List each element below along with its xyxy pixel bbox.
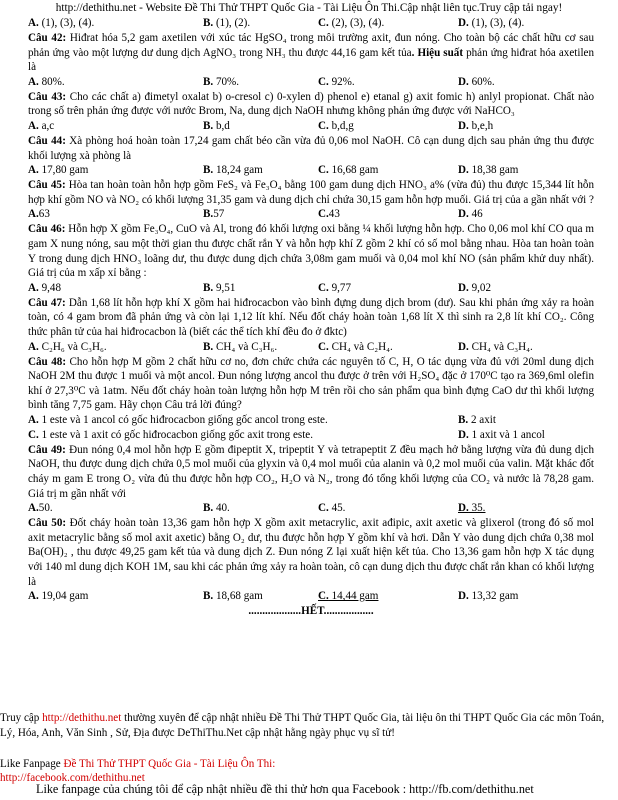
option-text: a,c xyxy=(38,119,55,132)
option-letter: D. xyxy=(458,340,469,353)
options-row-44 xyxy=(28,163,594,178)
option-d xyxy=(458,163,518,178)
option-letter: B. xyxy=(203,17,214,29)
option-letter: C. xyxy=(318,502,329,515)
question-number: Câu 50: xyxy=(28,517,67,530)
option-b xyxy=(203,589,263,604)
question-text: Hiđrat hóa 5,2 gam axetilen với xúc tác HgSO₄ trong môi trường axit, đun nóng. Cho toàn bộ các chất hữu cơ sau phản ứng vào một lượng dư dung dịch AgNO₃ trong NH₃ thu được 44,16 gam kết tủa xyxy=(28,32,594,59)
options-row-43 xyxy=(28,119,594,134)
option-text: 18,38 gam xyxy=(468,164,519,177)
option-letter: A. xyxy=(28,502,39,515)
facebook-url-link[interactable]: http://facebook.com/dethithu.net xyxy=(0,772,145,785)
option-a xyxy=(28,340,107,355)
question-text: Đốt cháy hoàn toàn 13,36 gam hỗn hợp X gồm axit metacrylic, axit ađipic, axit axetic và glixerol (trong đó số mol axit metacrylic bằng số mol axit axetic) bằng O₂ dư, thu được hỗn hợp Y gồm khí và hơi. Dẫn Y vào dung dịch chứa 0,38 mol Ba(OH)₂ , thu được 49,25 gam kết tủa và dung dịch Z. Đun nóng Z lại xuất hiện kết tủa. Cho 13,36 gam hỗn hợp X tác dụng với 140 ml dung dịch KOH 1M, sau khi các phản ứng xảy ra hoàn toàn, cô cạn dung dịch thu được chất rắn khan có khối lượng là xyxy=(28,517,594,588)
option-text: CH₄ và C₃H₆. xyxy=(213,340,278,353)
option-letter: D. xyxy=(458,208,469,221)
option-d xyxy=(458,16,524,31)
option-letter: D. xyxy=(458,281,469,294)
option-text: 9,51 xyxy=(213,281,236,294)
option-letter: A. xyxy=(28,208,39,221)
option-letter: D. xyxy=(458,428,469,441)
option-letter: D. xyxy=(458,164,469,177)
option-text: 18,68 gam xyxy=(213,590,263,603)
option-a xyxy=(28,207,50,222)
option-text: 16,68 gam xyxy=(328,164,379,177)
option-text: 57 xyxy=(213,208,225,221)
option-a xyxy=(28,119,54,134)
option-letter: D. xyxy=(458,502,469,515)
option-a xyxy=(28,501,53,516)
option-text: 2 axit xyxy=(468,413,496,426)
option-text: 40. xyxy=(213,502,230,515)
dethithu-link[interactable]: http://dethithu.net xyxy=(42,712,122,724)
option-text: (1), (3), (4). xyxy=(468,17,525,29)
option-b xyxy=(203,16,250,31)
option-text: CH₄ và C₂H₄. xyxy=(328,340,393,353)
fanpage-label: Like Fanpage xyxy=(0,758,64,770)
option-letter: C. xyxy=(318,119,329,132)
option-letter: A. xyxy=(28,413,39,426)
options-row-49 xyxy=(28,501,594,516)
option-text: b,d,g xyxy=(328,119,354,132)
option-c xyxy=(318,589,378,604)
option-b xyxy=(203,281,235,296)
option-b xyxy=(203,340,277,355)
question-number: Câu 49: xyxy=(28,443,66,456)
question-text: Hòa tan hoàn toàn hỗn hợp gồm FeS₂ và Fe₃O₄ bằng 100 gam dung dịch HNO₃ a% (vừa đủ) thu được 15,344 lít hỗn hợp khí gồm NO và NO₂ có khối lượng 31,35 gam và dung dịch chỉ chứa 30,15 gam hỗn hợp muối. Giá trị của a gần nhất với ? xyxy=(28,179,594,206)
option-letter: B. xyxy=(203,281,214,294)
option-text: 9,48 xyxy=(38,281,61,294)
option-c xyxy=(318,281,351,296)
option-letter: A. xyxy=(28,340,39,353)
option-letter: D. xyxy=(458,75,469,88)
options-row-45 xyxy=(28,207,594,222)
options-row-48a xyxy=(28,413,594,428)
option-d xyxy=(458,340,533,355)
option-letter: C. xyxy=(318,590,329,603)
option-text: b,d xyxy=(213,119,230,132)
option-b xyxy=(203,163,263,178)
option-d xyxy=(458,75,495,90)
option-a xyxy=(28,281,61,296)
option-letter: C. xyxy=(28,428,39,441)
options-row-prev xyxy=(28,16,594,31)
options-row-47 xyxy=(28,340,594,355)
option-text: 80%. xyxy=(38,75,65,88)
option-a xyxy=(28,16,94,31)
question-48 xyxy=(28,355,594,413)
option-letter: A. xyxy=(28,75,39,88)
option-letter: D. xyxy=(458,17,469,29)
option-c xyxy=(318,16,384,31)
option-letter: C. xyxy=(318,164,329,177)
option-letter: B. xyxy=(203,75,214,88)
options-row-48b xyxy=(28,428,594,443)
option-a xyxy=(28,75,65,90)
question-number: Câu 47: xyxy=(28,296,66,309)
option-b xyxy=(203,119,230,134)
question-47 xyxy=(28,296,594,340)
option-letter: B. xyxy=(203,164,214,177)
option-c xyxy=(318,163,378,178)
option-c xyxy=(318,75,355,90)
option-text: 1 este và 1 axit có gốc hiđrocacbon giống gốc axit trong este. xyxy=(38,428,313,441)
option-letter: B. xyxy=(458,413,469,426)
option-d xyxy=(458,281,491,296)
question-50 xyxy=(28,516,594,589)
option-text: 50. xyxy=(38,502,53,515)
option-letter: C. xyxy=(318,75,329,88)
option-letter: A. xyxy=(28,281,39,294)
option-text: 17,80 gam xyxy=(38,164,89,177)
question-number: Câu 42: xyxy=(28,32,67,44)
option-c xyxy=(318,119,354,134)
question-text: Cho hỗn hợp M gồm 2 chất hữu cơ no, đơn chức chứa các nguyên tố C, H, O tác dụng vừa đủ với 20ml dung dịch NaOH 2M thu được 1 muối và một ancol. Đun nóng lượng ancol thu được ở trên với H₂SO₄ đặc ở 170⁰C tạo ra 369,6ml olefin khí ở 27,3⁰C và 1atm. Nếu đốt cháy hoàn toàn lượng hỗn hợp M trên rồi cho sản phẩm qua bình đựng CaO dư thì khối lượng bình tăng 7,75 gam. Hãy chọn Câu trả lời đúng? xyxy=(28,355,594,412)
option-c xyxy=(318,340,393,355)
option-text: 43 xyxy=(328,208,340,221)
question-number: Câu 43: xyxy=(28,90,67,103)
question-text: Dẫn 1,68 lít hỗn hợp khí X gồm hai hiđrocacbon vào bình đựng dung dịch brom (dư). Sau khi phản ứng xảy ra hoàn toàn, có 4 gam brom đã phản ứng và còn lại 1,12 lít khí. Nếu đốt cháy hoàn toàn 1,68 lít X thì sinh ra 2,8 lít khí CO₂. Công thức phân tử của hai hiđrocacbon là (biết các thể tích khí đều đo ở đktc) xyxy=(28,296,594,338)
option-letter: A. xyxy=(28,119,39,132)
option-d xyxy=(458,119,493,134)
question-45 xyxy=(28,178,594,207)
option-text: 14,44 gam xyxy=(328,590,379,603)
option-text: 1 este và 1 ancol có gốc hiđrocacbon giống gốc ancol trong este. xyxy=(38,413,328,426)
option-letter: C. xyxy=(318,17,329,29)
page-header: http://dethithu.net - Website Đề Thi Thử THPT Quốc Gia - Tài Liệu Ôn Thi.Cập nhật liên tục.Truy cập tải ngay! xyxy=(55,2,563,14)
options-row-46 xyxy=(28,281,594,296)
option-letter: A. xyxy=(28,590,39,603)
option-text: 92%. xyxy=(328,75,355,88)
option-c xyxy=(318,501,345,516)
option-a xyxy=(28,163,88,178)
question-49 xyxy=(28,443,594,501)
option-b xyxy=(203,75,239,90)
question-text: Hỗn hợp X gồm Fe₃O₄, CuO và Al, trong đó khối lượng oxi bằng ¼ khối lượng hỗn hợp. Cho 0,06 mol khí CO qua m gam X nung nóng, sau một thời gian thu được chất rắn Y và hỗn hợp khí Z gồm 2 khí có số mol bằng nhau. Hòa tan hoàn toàn Y trong dung dịch HNO₃ loãng dư, thu được dung dịch chứa 3,08m gam muối và 0,04 mol khí NO (sản phẩm khử duy nhất). Giá trị của m xấp xỉ bằng : xyxy=(28,223,594,280)
question-text-bold: . Hiệu suất xyxy=(411,46,464,59)
question-number: Câu 45: xyxy=(28,179,66,192)
option-text: CH₄ và C₃H₄. xyxy=(468,340,533,353)
option-text: 9,02 xyxy=(468,281,491,294)
option-text: 19,04 gam xyxy=(38,590,89,603)
option-text: 60%. xyxy=(468,75,495,88)
question-44 xyxy=(28,134,594,163)
option-letter: C. xyxy=(318,281,329,294)
question-43 xyxy=(28,90,594,119)
question-number: Câu 48: xyxy=(28,355,67,368)
options-row-42 xyxy=(28,75,594,90)
option-letter: D. xyxy=(458,119,469,132)
option-b xyxy=(203,501,230,516)
option-text: C₂H₆ và C₃H₆. xyxy=(38,340,107,353)
question-text: Đun nóng 0,4 mol hỗn hợp E gồm đipeptit X, tripeptit Y và tetrapeptit Z đều mạch hở bằng lượng vừa đủ dung dịch NaOH, thu được dung dịch chứa 0,5 mol muối của glyxin và 0,4 mol muối của alanin và 0,2 mol muối của valin. Mặt khác đốt cháy m gam E trong O₂ vừa đủ thu được hỗn hợp CO₂, H₂O và N₂, trong đó tổng khối lượng của CO₂ và nước là 78,28 gam. Giá trị m gần nhất với xyxy=(28,443,594,500)
option-b xyxy=(458,413,496,428)
option-a xyxy=(28,413,328,428)
footer xyxy=(0,711,610,740)
option-text: b,e,h xyxy=(468,119,494,132)
option-c xyxy=(318,207,340,222)
option-letter: B. xyxy=(203,119,214,132)
question-42 xyxy=(28,31,594,75)
option-text: 9,77 xyxy=(328,281,351,294)
question-number: Câu 46: xyxy=(28,223,66,236)
option-text: (2), (3), (4). xyxy=(328,17,385,29)
option-letter: A. xyxy=(28,17,39,29)
options-row-50 xyxy=(28,589,594,604)
option-a xyxy=(28,589,88,604)
option-d xyxy=(458,428,545,443)
option-text: 1 axit và 1 ancol xyxy=(468,428,545,441)
option-c xyxy=(28,428,313,443)
option-text: (1), (2). xyxy=(213,17,251,29)
option-text: 70%. xyxy=(213,75,240,88)
option-b xyxy=(203,207,224,222)
option-d xyxy=(458,207,483,222)
option-letter: B. xyxy=(203,340,214,353)
option-letter: B. xyxy=(203,502,214,515)
question-number: Câu 44: xyxy=(28,134,66,147)
question-text: Cho các chất a) đimetyl oxalat b) o-cresol c) 0-xylen d) phenol e) etanal g) axit fomic h) anlyl propionat. Chất nào trong số trên phản ứng được với nước Brom, Na, dung dịch NaOH nhưng không phản ứng được với NaHCO₃ xyxy=(28,90,595,118)
option-text: 46 xyxy=(468,208,483,221)
option-text: 63 xyxy=(38,208,50,221)
option-letter: C. xyxy=(318,340,329,353)
footer-text: Truy cập xyxy=(0,712,43,724)
exam-content xyxy=(28,16,594,619)
footer-paragraph xyxy=(0,711,610,740)
question-46 xyxy=(28,222,594,280)
fanpage-name-link[interactable]: Đề Thi Thử THPT Quốc Gia - Tài Liệu Ôn Thi: xyxy=(63,758,276,770)
option-d xyxy=(458,589,518,604)
option-text: 18,24 gam xyxy=(213,164,263,177)
option-text: (1), (3), (4). xyxy=(38,17,95,29)
option-letter: B. xyxy=(203,590,214,603)
bottom-line: Like fanpage của chúng tôi để cập nhật nhiều đề thi thử hơn qua Facebook : http://fb.com/dethithu.net xyxy=(36,782,534,796)
option-letter: B. xyxy=(203,208,214,221)
end-mark: ...................HẾT.................. xyxy=(248,605,374,618)
option-letter: C. xyxy=(318,208,329,221)
footer-text: thường xuyên để cập nhật nhiều Đề Thi Thử THPT Quốc Gia, tài liệu ôn thi THPT Quốc Gia các môn Toán, Lý, Hóa, Anh, Văn Sinh , Sử, Địa được DeThiThu.Net cập nhật hằng ngày phục vụ sĩ tử! xyxy=(0,712,605,739)
question-text: phản ứng hiđrat hóa axetilen là xyxy=(28,46,594,74)
option-letter: D. xyxy=(458,590,469,603)
option-text: 35. xyxy=(468,502,486,515)
option-d xyxy=(458,501,485,516)
question-text: Xà phòng hoá hoàn toàn 17,24 gam chất béo cần vừa đủ 0,06 mol NaOH. Cô cạn dung dịch sau phản ứng thu được khối lượng xà phòng là xyxy=(28,134,594,162)
option-text: 13,32 gam xyxy=(468,590,519,603)
option-letter: A. xyxy=(28,164,39,177)
option-text: 45. xyxy=(328,502,346,515)
